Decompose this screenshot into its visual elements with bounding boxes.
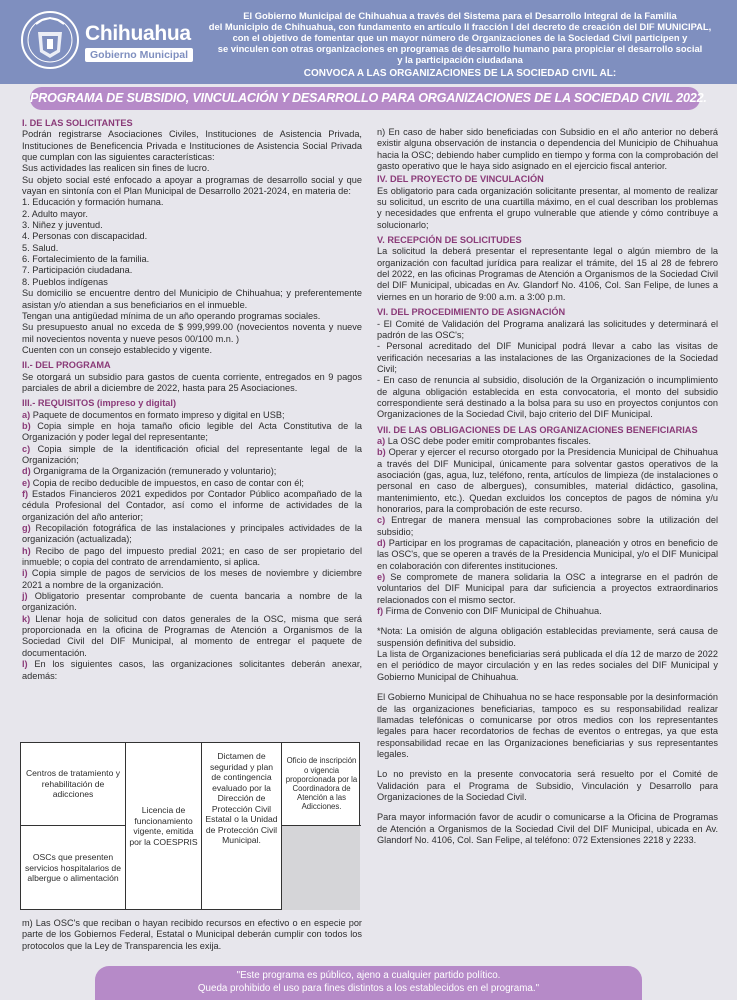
table-cell-adicciones: Centros de tratamiento y rehabilitación de adicciones: [25, 768, 121, 800]
intro-line: con el objetivo de fomentar que un mayor número de Organizaciones de la Sociedad Civil participen y: [232, 31, 688, 43]
item-m: m) Las OSC's que reciban o hayan recibido recursos en efectivo o en especie por parte de los Gobiernos Federal, Estatal o Municipal deberán cumplir con todos los protocolos que la Ley de Transparencia les exija.: [22, 918, 362, 951]
requirement-item: d) Organigrama de la Organización (remunerado y voluntario);: [22, 466, 277, 477]
section-title: I. DE LAS SOLICITANTES: [22, 118, 133, 128]
requirement-item: i) Copia simple de pagos de servicios de los meses de noviembre y diciembre 2021 a nombre de la organización.: [22, 568, 362, 590]
note: *Nota: La omisión de alguna obligación establecidas previamente, será causa de suspensión definitiva del subsidio.: [377, 626, 718, 648]
requirements-table: [20, 742, 360, 910]
requirement-item: l) En los siguientes casos, las organizaciones solicitantes deberán anexar, además:: [22, 659, 362, 681]
convoca-heading: CONVOCA A LAS ORGANIZACIONES DE LA SOCIEDAD CIVIL AL:: [303, 68, 617, 79]
brand: [85, 23, 193, 63]
brand-name: Chihuahua: [85, 22, 191, 45]
section-title: III.- REQUISITOS (impreso y digital): [22, 398, 176, 409]
requirement-item: b) Copia simple en hoja tamaño oficio legible del Acta Constitutiva de la Organización y poder legal del representante;: [22, 420, 362, 443]
intro-line: se vinculen con otras organizaciones en programas de desarrollo humano para propiciar el desarrollo social: [217, 42, 703, 54]
requirement-item: j) Obligatorio presentar comprobante de cuenta bancaria a nombre de la organización.: [22, 591, 362, 613]
table-cell-licencia: Licencia de funcionamiento vigente, emitida por la COESPRIS: [129, 805, 198, 847]
list-item: 8. Pueblos indígenas: [22, 276, 108, 287]
paragraph: Es obligatorio para cada organización solicitante presentar, al momento de realizar su solicitud, un escrito de una cuartilla máximo, en el cual describan los problemas y necesidades que enfrenta el grupo vulnerable que atiende y cómo contribuye a solucionarlo;: [377, 185, 718, 230]
requirement-item: a) Paquete de documentos en formato impreso y digital en USB;: [22, 409, 285, 420]
list-item: 6. Fortalecimiento de la familia.: [22, 254, 150, 265]
intro-line: y la participación ciudadana: [397, 53, 523, 65]
obligation-item: b) Operar y ejercer el recurso otorgado por la Presidencia Municipal de Chihuahua a través del DIF Municipal, únicamente para solventar gastos operativos de la asociación (gas, agua, luz, teléfono, renta, artículos de limpieza (de instalaciones o personal en caso de albergues), consumibles, material didáctico, gasolina, mantenimiento, etc.). Quedan excluidos los conceptos de pagos de nómina y/u honorarios, para la comprobación de este recurso.: [377, 447, 718, 514]
paragraph: Su objeto social esté enfocado a apoyar a programas de desarrollo social y que vayan en sintonía con el Plan Municipal de Desarrollo 2021-2024, en materia de:: [22, 174, 362, 197]
brand-subtitle: Gobierno Municipal: [85, 48, 193, 62]
obligation-item: c) Entregar de manera mensual las comprobaciones sobre la utilización del subsidio;: [377, 515, 718, 537]
municipal-seal-icon: [20, 10, 80, 70]
list-item: 2. Adulto mayor.: [22, 208, 88, 219]
requirement-item: g) Recopilación fotográfica de las instalaciones y principales actividades de la organización (actualizada);: [22, 523, 362, 545]
paragraph: Podrán registrarse Asociaciones Civiles, Instituciones de Asistencia Privada, Instituciones de Beneficencia Privada e Instituciones de Asistencia Social Privada que cumplan con las siguientes características:: [22, 129, 362, 163]
list-item: 1. Educación y formación humana.: [22, 197, 164, 208]
requirement-item: c) Copia simple de la identificación oficial del representante legal de la Organización;: [22, 443, 362, 465]
intro-line: El Gobierno Municipal de Chihuahua a través del Sistema para el Desarrollo Integral de la Familia: [243, 10, 677, 21]
requirement-item: f) Estados Financieros 2021 expedidos por Contador Público acompañado de la cédula Profesional del Contador, así como el informe de actividades de la organización del año anterior;: [22, 489, 362, 522]
footer-line: Queda prohibido el uso para fines distintos a los establecidos en el programa.": [197, 982, 540, 994]
paragraph: Sus actividades las realicen sin fines de lucro.: [22, 163, 210, 174]
section-title: II.- DEL PROGRAMA: [22, 360, 111, 371]
paragraph: Lo no previsto en la presente convocatoria será resuelto por el Comité de Validación para el Programa de Subsidio, Vinculación y Desarrollo para Organizaciones de la Sociedad Civil.: [377, 769, 718, 802]
section-title: IV. DEL PROYECTO DE VINCULACIÓN: [377, 174, 544, 185]
intro-line: del Municipio de Chihuahua, con fundamento en artículo II fracción I del decreto de creación del DIF MUNICIPAL,: [208, 20, 712, 32]
paragraph: Para mayor información favor de acudir o comunicarse a la Oficina de Programas de Atención a Organismos de la Sociedad Civil del DIF Municipal, ubicada en Av. Glandorf No. 4106, Col. San Felipe, al teléfono: 072 Extensiones 2218 y 2233.: [377, 812, 718, 845]
paragraph: Cuenten con un consejo establecido y vigente.: [22, 344, 213, 355]
paragraph: La solicitud la deberá presentar el representante legal o algún miembro de la organización con facultad jurídica para realizar el trámite, del 15 al 28 de febrero del 2022, en las oficinas Programas de Atención a Organismos de la Sociedad Civil del DIF Municipal, ubicadas en Av. Glandorf No. 4106, Col. San Felipe, de lunes a viernes en un horario de 9:00 a.m. a 3:00 p.m.: [377, 246, 718, 302]
footer-band: [95, 966, 642, 1000]
paragraph: n) En caso de haber sido beneficiadas con Subsidio en el año anterior no deberá existir alguna observación de instancia o dependencia del Municipio de Chihuahua hacia la OSC; debiendo haber cumplido en tiempo y forma con la comprobación del gasto operativo que le haya sido asignado en el ejercicio fiscal anterior.: [377, 127, 718, 172]
obligation-item: a) La OSC debe poder emitir comprobantes fiscales.: [377, 435, 591, 446]
paragraph: Su domicilio se encuentre dentro del Municipio de Chihuahua; y preferentemente asistan y/o atiendan a sus beneficiarios en el inmueble.: [22, 288, 362, 310]
left-column: [22, 116, 362, 682]
list-item: 4. Personas con discapacidad.: [22, 231, 148, 242]
footer-line: "Este programa es público, ajeno a cualquier partido político.: [236, 970, 501, 981]
table-cell-hospitalarios: OSCs que presenten servicios hospitalarios de albergue o alimentación: [24, 852, 121, 884]
paragraph: - El Comité de Validación del Programa analizará las solicitudes y determinará el padrón de las OSC's;: [377, 318, 718, 340]
intro-text: [196, 11, 724, 66]
list-item: 5. Salud.: [22, 242, 59, 253]
paragraph: - En caso de renuncia al subsidio, disolución de la Organización o incumplimiento de alguna obligación establecida en esta convocatoria, el monto del subsidio correspondiente será destinado a la bolsa para su uso en proyectos conjuntos con Organizaciones de la Sociedad Civil, bajo criterio del DIF Municipal.: [377, 375, 718, 420]
paragraph: El Gobierno Municipal de Chihuahua no se hace responsable por la desinformación de las organizaciones beneficiarias, tampoco es su responsabilidad realizar llamadas telefónicas o comunicarse por otros medios con los representantes legales para hacer recordatorios de fechas de eventos o entregas, ya que esta responsabilidad recae en las Organizaciones beneficiarias y sus representantes legales.: [377, 692, 718, 759]
right-column: [377, 127, 718, 846]
paragraph: Tengan una antigüedad mínima de un año operando programas sociales.: [22, 310, 321, 321]
header-band: [0, 0, 737, 84]
paragraph: La lista de Organizaciones beneficiarias será publicada el día 12 de marzo de 2022 en el periódico de mayor circulación y en las redes sociales del DIF Municipal y Gobierno Municipal de Chihuahua.: [377, 649, 718, 682]
obligation-item: f) Firma de Convenio con DIF Municipal de Chihuahua.: [377, 606, 602, 617]
program-title-banner: PROGRAMA DE SUBSIDIO, VINCULACIÓN Y DESARROLLO PARA ORGANIZACIONES DE LA SOCIEDAD CIVIL 2022.: [30, 87, 700, 110]
paragraph: Su presupuesto anual no exceda de $ 999,999.00 (novecientos noventa y nueve mil novecientos noventa y nueve pesos 00/100 m.n. ): [22, 322, 362, 344]
obligation-item: e) Se compromete de manera solidaria la OSC a integrarse en el padrón de voluntarios del DIF Municipal para dar suficiencia a proyectos extraordinarios relacionados con el mismo sector.: [377, 572, 718, 605]
section-title: VII. DE LAS OBLIGACIONES DE LAS ORGANIZACIONES BENEFICIARIAS: [377, 424, 698, 435]
section-title: VI. DEL PROCEDIMIENTO DE ASIGNACIÓN: [377, 307, 566, 318]
requirement-item: e) Copia de recibo deducible de impuestos, en caso de contar con él;: [22, 477, 304, 488]
section-title: V. RECEPCIÓN DE SOLICITUDES: [377, 235, 522, 246]
requirement-item: k) Llenar hoja de solicitud con datos generales de la OSC, misma que será proporcionada en la oficina de Programas de Atención a Organismos de la Sociedad Civil del DIF Municipal, al momento de entregar el paquete de documentación.: [22, 613, 362, 658]
table-cell-oficio: Oficio de inscripción o vigencia proporcionada por la Coordinadora de Atención a las Adicciones.: [285, 756, 358, 812]
table-cell-dictamen: Dictamen de seguridad y plan de contingencia evaluado por la Dirección de Protección Civil Estatal o la Unidad de Protección Civil Municipal.: [205, 751, 278, 845]
paragraph: Se otorgará un subsidio para gastos de cuenta corriente, entregados en 9 pagos parciales de abril a diciembre de 2022, hasta para 25 Asociaciones.: [22, 371, 362, 393]
list-item: 7. Participación ciudadana.: [22, 265, 133, 276]
requirement-item: h) Recibo de pago del impuesto predial 2021; en caso de ser propietario del inmueble; o copia del contrato de arrendamiento, si aplica.: [22, 545, 362, 568]
list-item: 3. Niñez y juventud.: [22, 220, 103, 231]
obligation-item: d) Participar en los programas de capacitación, planeación y otros en beneficio de las OSC's, que se operen a través de la Presidencia Municipal, y/o el DIF Municipal en colaboración con diferentes instituciones.: [377, 538, 718, 571]
paragraph: - Personal acreditado del DIF Municipal podrá llevar a cabo las visitas de verificación necesarias a las instalaciones de las Organizaciones de la Sociedad Civil;: [377, 341, 718, 374]
